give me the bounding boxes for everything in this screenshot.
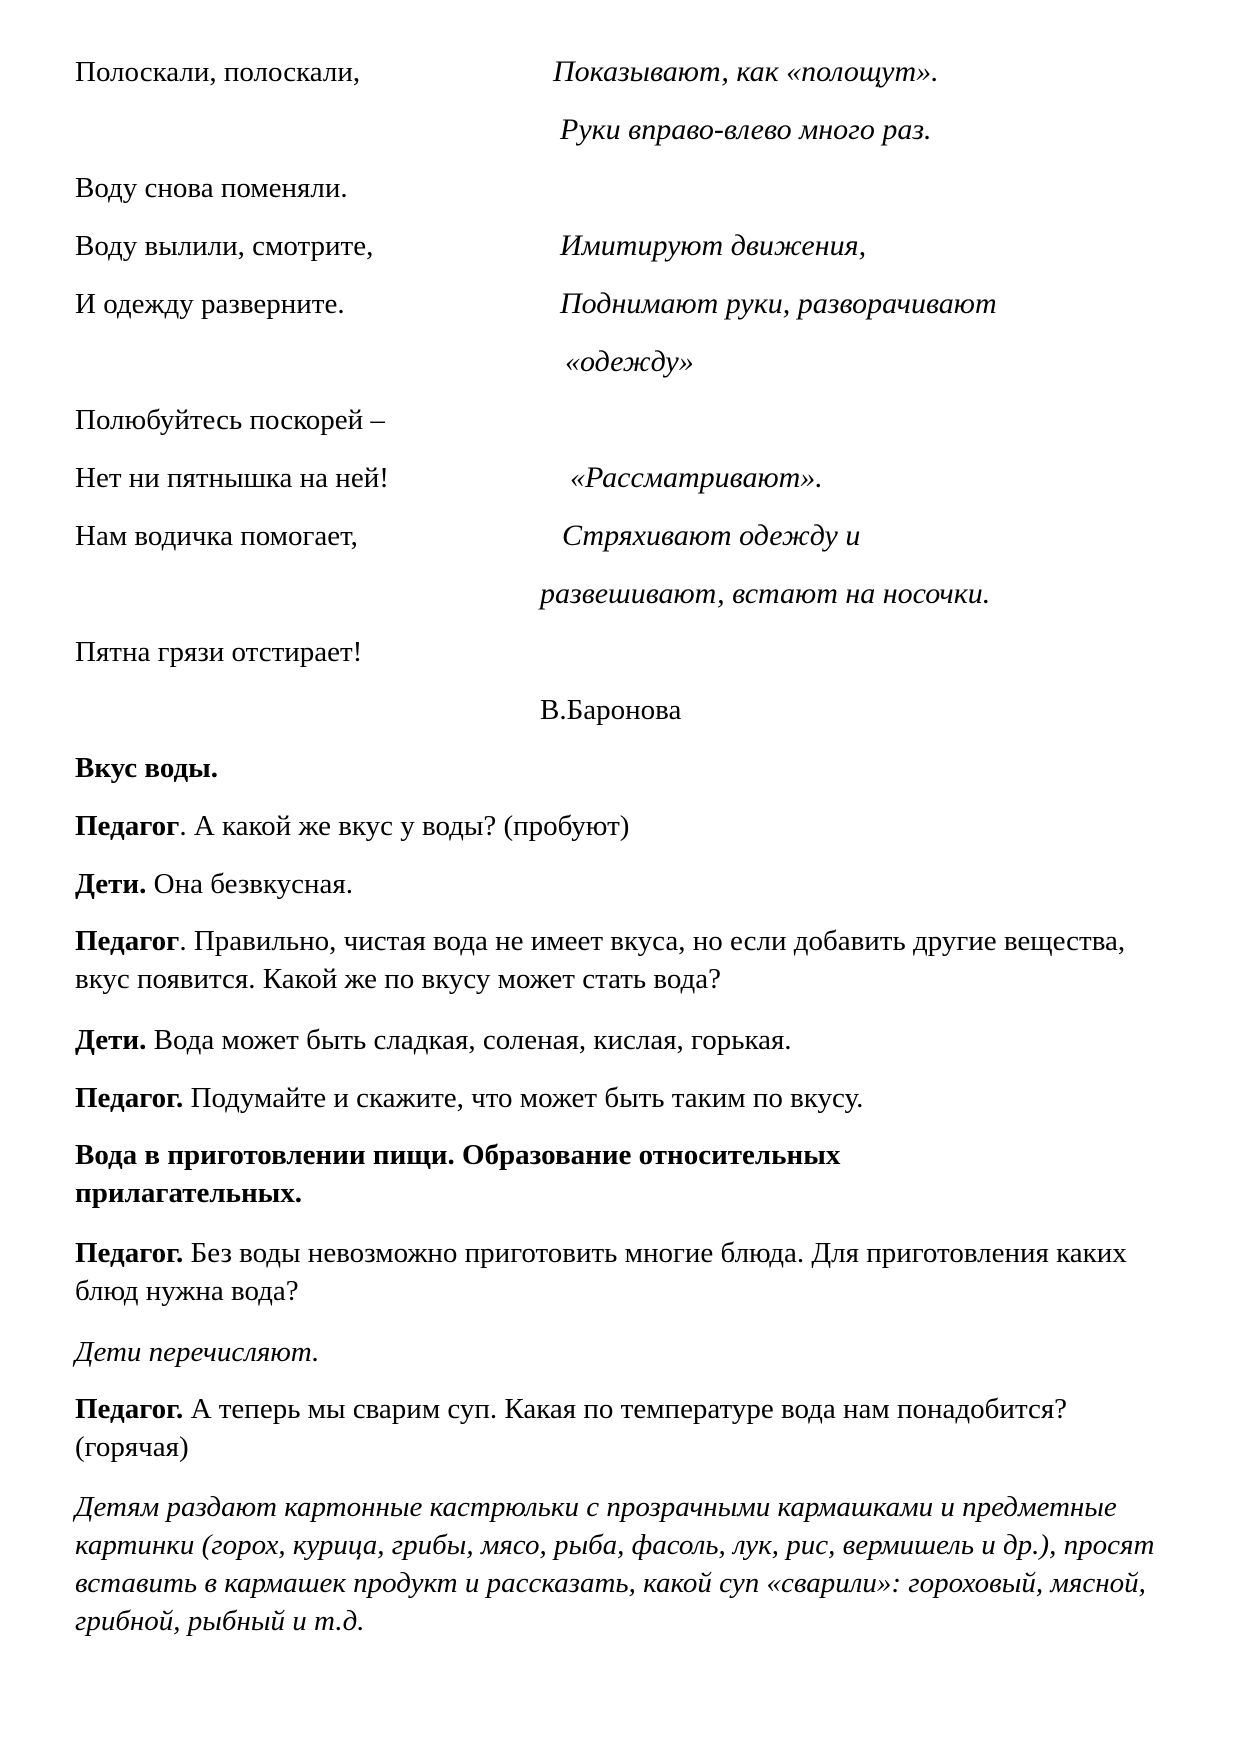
dialogue-paragraph: [75, 1390, 1175, 1466]
poem-line: Полоскали, полоскали,: [75, 56, 361, 88]
poem-line: Нет ни пятнышка на ней!: [75, 462, 389, 494]
speaker: Педагог.: [75, 1393, 184, 1425]
poem-line: Воду вылили, смотрите,: [75, 230, 374, 262]
poem-action: Стряхивают одежду и: [562, 519, 861, 552]
poem-line: Воду снова поменяли.: [75, 172, 348, 204]
poem-line: И одежду разверните.: [75, 288, 345, 320]
poem-line: Полюбуйтесь поскорей –: [75, 404, 385, 436]
utterance: Вода может быть сладкая, соленая, кислая, горькая.: [146, 1024, 792, 1056]
stage-note: Детям раздают картонные кастрюльки с прозрачными кармашками и предметные картинки (горох, курица, грибы, мясо, рыба, фасоль, лук, рис, вермишель и др.), просят вставить в кармашек продукт и рассказать, какой суп «сварили»: гороховый, мясной, грибной, рыбный и т.д.: [75, 1491, 1155, 1637]
speaker: Педагог.: [75, 1237, 184, 1269]
dialogue-paragraph: [75, 1234, 1175, 1310]
dialogue-line: [75, 1022, 792, 1058]
utterance: Подумайте и скажите, что может быть таким по вкусу.: [183, 1082, 864, 1114]
speaker: Педагог.: [75, 1082, 184, 1114]
poem-action: «Рассматривают».: [570, 461, 823, 494]
utterance: Она безвкусная.: [146, 868, 354, 900]
utterance: . Правильно, чистая вода не имеет вкуса, но если добавить другие вещества, вкус появится. Какой же по вкусу может стать вода?: [75, 925, 1126, 995]
dialogue-line: [75, 866, 353, 902]
dialogue-paragraph: [75, 922, 1175, 998]
utterance: . А какой же вкус у воды? (пробуют): [179, 810, 630, 842]
speaker: Педагог: [75, 925, 180, 957]
speaker: Педагог: [75, 810, 180, 842]
speaker: Дети.: [75, 868, 147, 900]
poem-action: «одежду»: [565, 345, 694, 378]
poem-action: Показывают, как «полощут».: [553, 55, 939, 88]
section-heading: [75, 750, 218, 786]
section-heading: Вода в приготовлении пищи. Образование относительных прилагательных.: [75, 1139, 841, 1209]
stage-note: Дети перечисляют.: [75, 1336, 320, 1368]
dialogue-line: [75, 808, 629, 844]
section-heading-text: Вкус воды.: [75, 752, 219, 784]
poem-line: Нам водичка помогает,: [75, 520, 358, 552]
utterance: Без воды невозможно приготовить многие блюда. Для приготовления каких блюд нужна вода?: [75, 1237, 1127, 1307]
poem-action: Имитируют движения,: [560, 229, 867, 262]
poem-action: развешивают, встают на носочки.: [540, 577, 991, 610]
speaker: Дети.: [75, 1024, 147, 1056]
poem-action: Руки вправо-влево много раз.: [560, 113, 932, 146]
utterance: А теперь мы сварим суп. Какая по температуре вода нам понадобится? (горячая): [75, 1393, 1068, 1463]
poem-action: Поднимают руки, разворачивают: [560, 287, 997, 320]
poem-line: Пятна грязи отстирает!: [75, 636, 363, 668]
dialogue-line: [75, 1080, 863, 1116]
poem-author: В.Баронова: [540, 694, 682, 726]
